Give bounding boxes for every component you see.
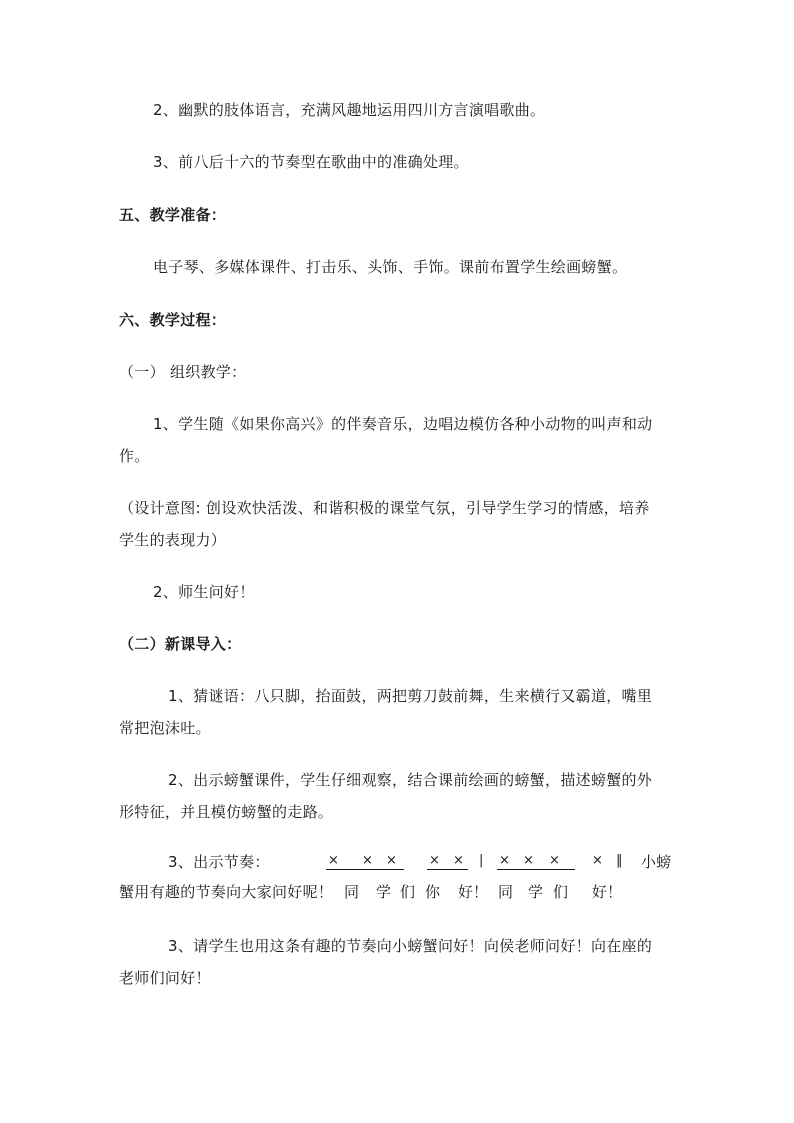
rhythm-note: ×	[328, 853, 339, 868]
text-line: 1、猜谜语：八只脚，抬面鼓，两把剪刀鼓前舞，生来横行又霸道，嘴里	[168, 687, 653, 705]
rhythm-note: ×	[453, 853, 464, 868]
section-heading: 五、教学准备：	[119, 206, 227, 224]
lyric-syllable: 们	[553, 883, 569, 901]
lyric-syllable: 好！	[458, 883, 489, 901]
lyric-syllable: 学	[528, 883, 544, 901]
lyric-syllable: 好！	[592, 883, 623, 901]
barline: |	[479, 853, 484, 868]
text-line: 3、前八后十六的节奏型在歌曲中的准确处理。	[153, 153, 469, 171]
rhythm-note: ×	[549, 853, 560, 868]
text-line: 2、幽默的肢体语言，充满风趣地运用四川方言演唱歌曲。	[153, 101, 546, 119]
text-line: 3、请学生也用这条有趣的节奏向小螃蟹问好！向侯老师问好！向在座的	[168, 937, 653, 955]
text-line: 1、学生随《如果你高兴》的伴奏音乐，边唱边模仿各种小动物的叫声和动	[153, 415, 653, 433]
beam-underline	[326, 869, 404, 870]
text-line: 常把泡沫吐。	[119, 719, 211, 737]
rhythm-note: ×	[499, 853, 510, 868]
lyric-syllable: 你	[425, 883, 441, 901]
subsection-heading: （一） 组织教学：	[119, 363, 247, 381]
subsection-heading: （二）新课导入：	[119, 635, 242, 653]
text-line: 2、师生问好！	[153, 583, 255, 601]
text-line: 学生的表现力）	[119, 531, 227, 549]
section-heading: 六、教学过程：	[119, 311, 227, 329]
text-line: 蟹用有趣的节奏向大家问好呢！	[119, 883, 334, 901]
final-barline: ‖	[616, 853, 623, 868]
lyric-syllable: 同	[498, 883, 514, 901]
rhythm-note: ×	[429, 853, 440, 868]
text-line: 小螃	[641, 853, 672, 871]
text-line: 老师们问好！	[119, 969, 211, 987]
rhythm-note: ×	[386, 853, 397, 868]
text-line: （设计意图: 创设欢快活泼、和谐积极的课堂气氛，引导学生学习的情感，培养	[119, 499, 650, 517]
rhythm-note: ×	[592, 853, 603, 868]
text-line: 电子琴、多媒体课件、打击乐、头饰、手饰。课前布置学生绘画螃蟹。	[153, 258, 628, 276]
beam-underline	[427, 869, 468, 870]
text-line: 作。	[119, 447, 150, 465]
text-line: 形特征，并且模仿螃蟹的走路。	[119, 803, 334, 821]
text-line: 3、出示节奏：	[168, 853, 270, 871]
rhythm-note: ×	[523, 853, 534, 868]
beam-underline	[497, 869, 575, 870]
lyric-syllable: 学	[376, 883, 392, 901]
lyric-syllable: 们	[400, 883, 416, 901]
rhythm-note: ×	[362, 853, 373, 868]
text-line: 2、出示螃蟹课件，学生仔细观察，结合课前绘画的螃蟹，描述螃蟹的外	[168, 771, 653, 789]
lyric-syllable: 同	[344, 883, 360, 901]
